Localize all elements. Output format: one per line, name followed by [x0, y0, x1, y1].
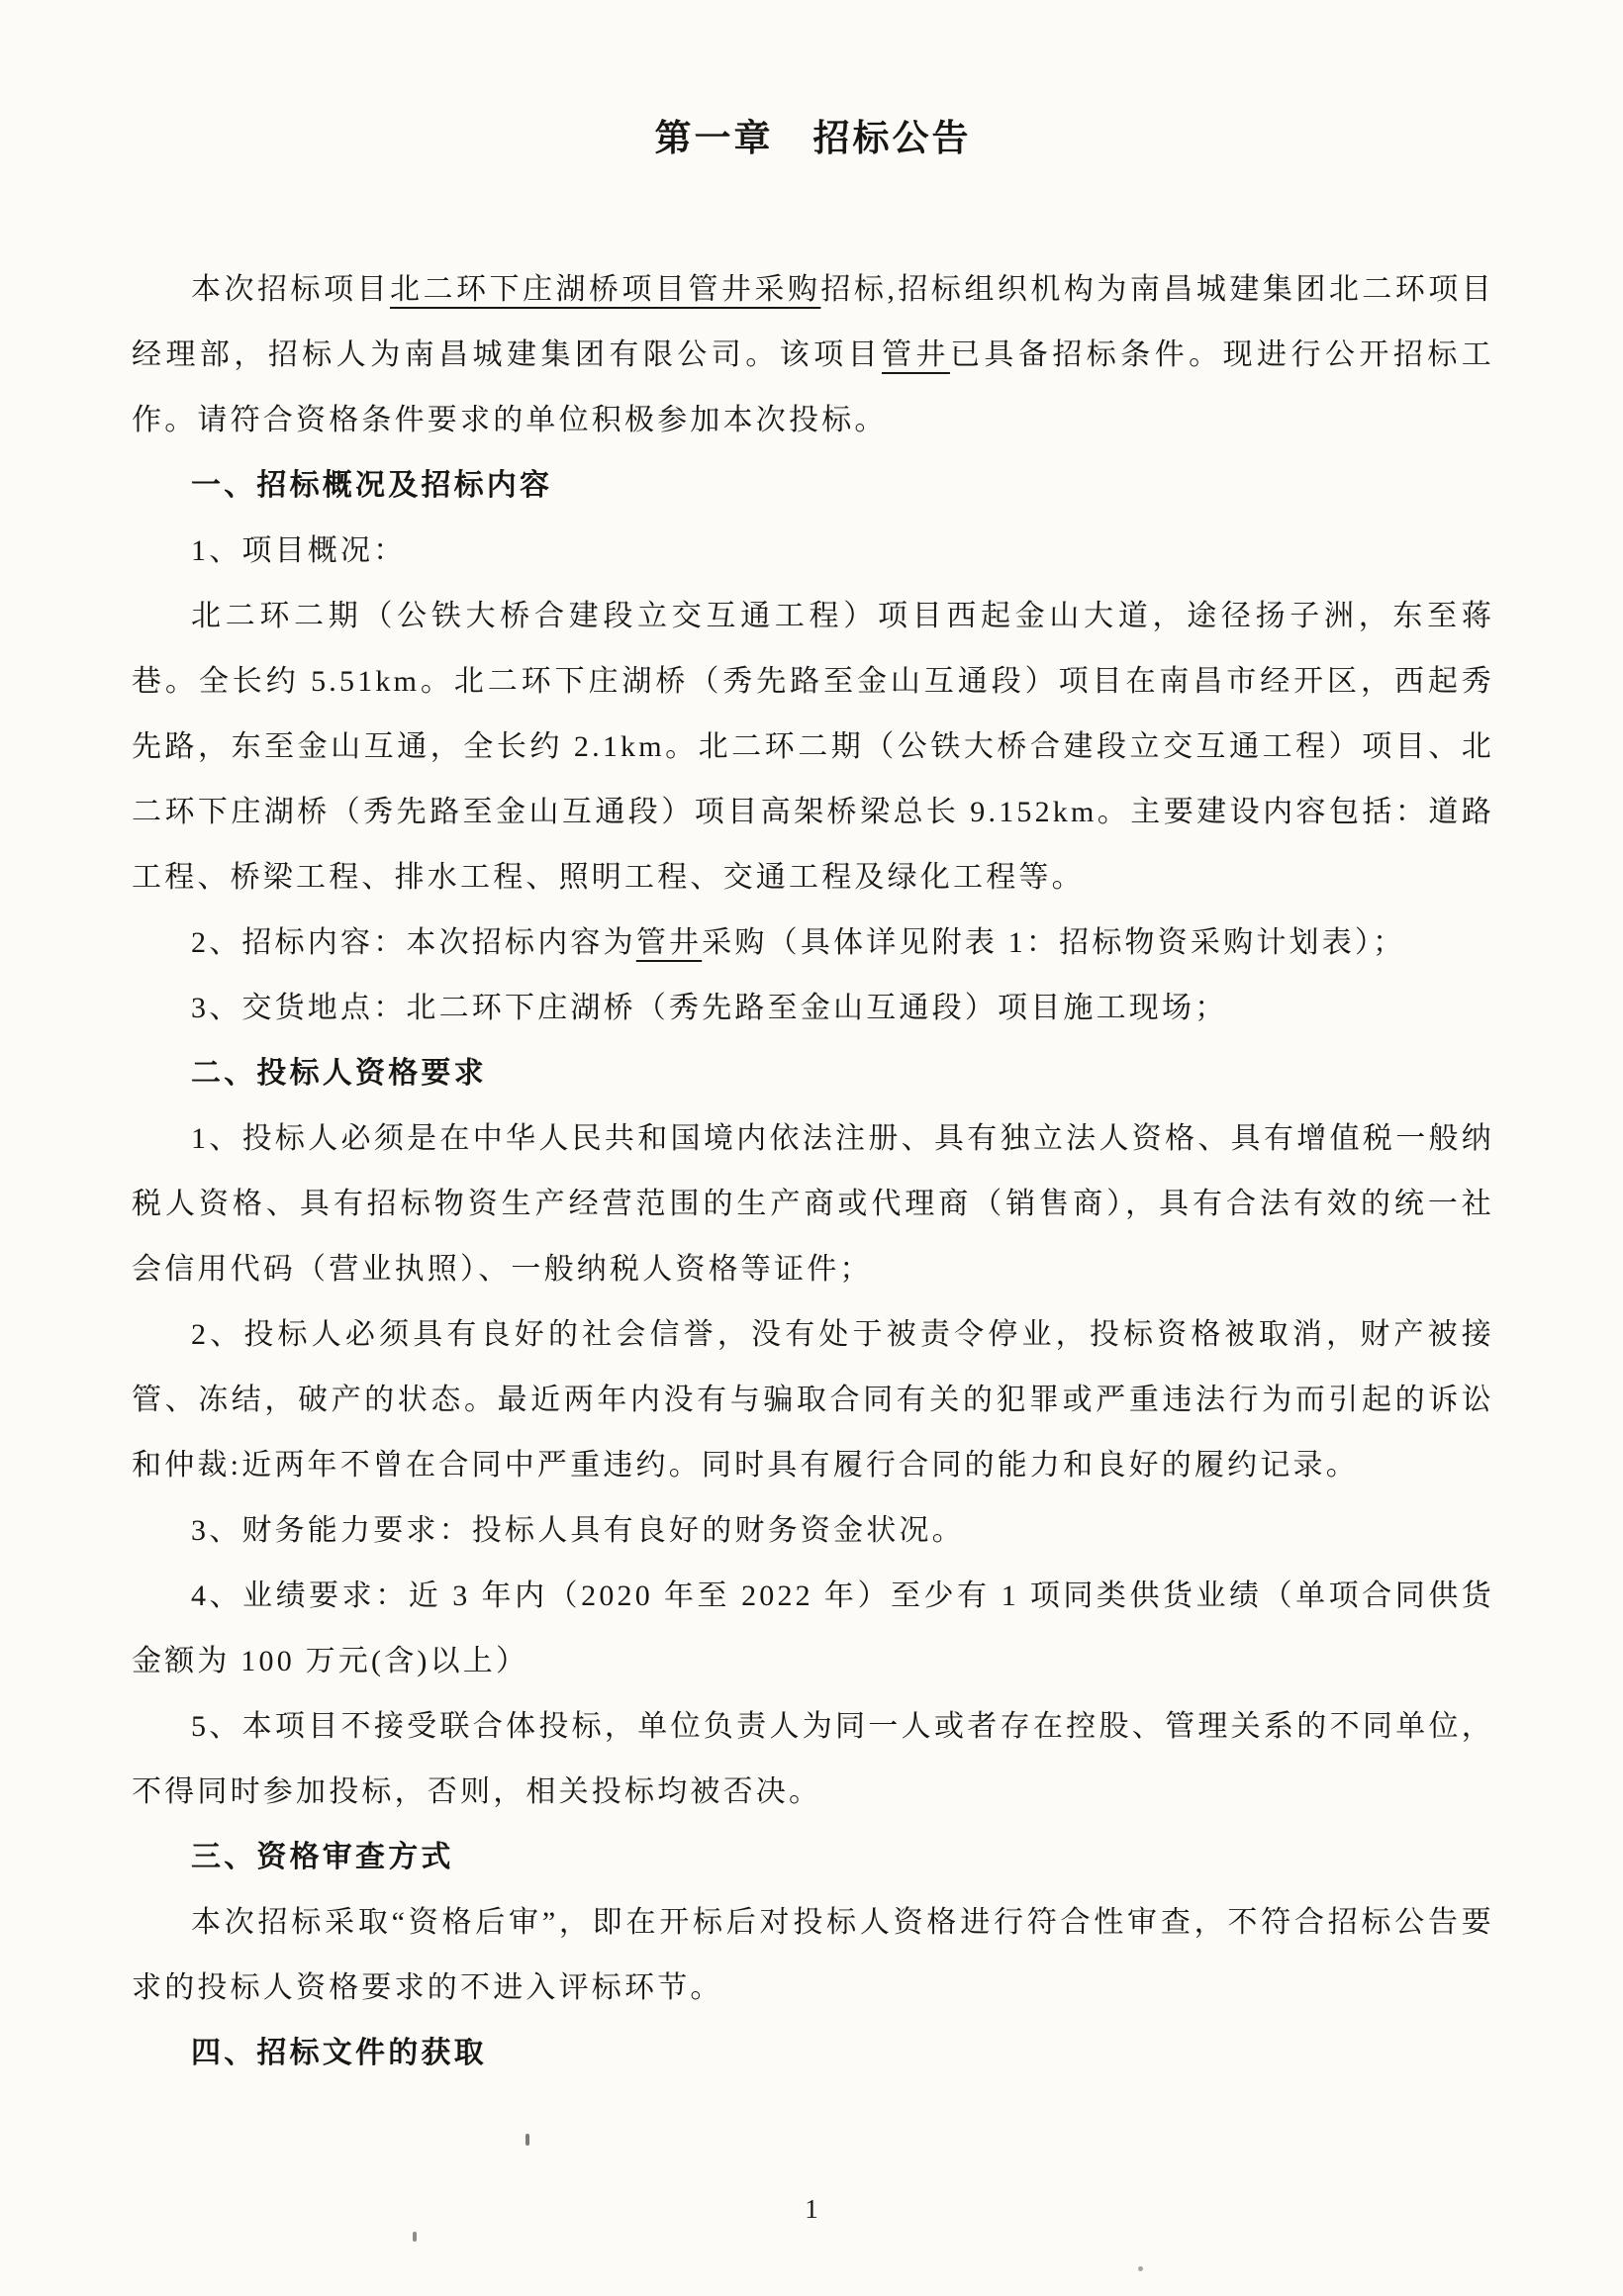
text-segment: 5、本项目不接受联合体投标，单位负责人为同一人或者存在控股、管理关系的不同单位，不得同时参加投标，否则，相关投标均被否决。 [132, 1710, 1494, 1808]
chapter-title: 第一章 招标公告 [654, 119, 972, 159]
document-blocks [132, 257, 1494, 2086]
item-financial-requirement [132, 1498, 1494, 1564]
item-consortium-rule [132, 1694, 1494, 1825]
item-performance-requirement [132, 1564, 1494, 1694]
text-segment: 2、招标内容：本次招标内容为 [191, 926, 636, 959]
underlined-text: 管井 [882, 338, 950, 371]
text-segment: 1、投标人必须是在中华人民共和国境内依法注册、具有独立法人资格、具有增值税一般纳税人资格、具有招标物资生产经营范围的生产商或代理商（销售商），具有合法有效的统一社会信用代码（营业执照）、一般纳税人资格等证件； [132, 1122, 1494, 1286]
text-segment: 2、投标人必须具有良好的社会信誉，没有处于被责令停业，投标资格被取消，财产被接管、冻结，破产的状态。最近两年内没有与骗取合同有关的犯罪或严重违法行为而引起的诉讼和仲裁:近两年不曾在合同中严重违约。同时具有履行合同的能力和良好的履约记录。 [132, 1318, 1494, 1482]
section-heading-4 [132, 2021, 1494, 2086]
document-content [132, 105, 1494, 2086]
item-project-overview-label [132, 519, 1494, 584]
text-segment: 北二环二期（公铁大桥合建段立交互通工程）项目西起金山大道，途径扬子洲，东至蒋巷。全长约 5.51km。北二环下庄湖桥（秀先路至金山互通段）项目在南昌市经开区，西起秀先路，东至金山互通，全长约 2.1km。北二环二期（公铁大桥合建段立交互通工程）项目、北二环下庄湖桥（秀先路至金山互通段）项目高架桥梁总长 9.152km。主要建设内容包括：道路工程、桥梁工程、排水工程、照明工程、交通工程及绿化工程等。 [132, 600, 1494, 894]
text-segment: 二、投标人资格要求 [191, 1057, 487, 1090]
underlined-text: 管井 [635, 926, 703, 959]
text-segment: 1、项目概况： [191, 534, 407, 567]
section-heading-1 [132, 453, 1494, 519]
section-heading-3 [132, 1825, 1494, 1890]
text-segment: 本次招标采取“资格后审”，即在开标后对投标人资格进行符合性审查，不符合招标公告要求的投标人资格要求的不进入评标环节。 [132, 1906, 1494, 2004]
text-segment: 本次招标项目 [191, 273, 390, 306]
scan-speck [1138, 2266, 1143, 2271]
text-segment: 四、招标文件的获取 [191, 2037, 487, 2069]
page-number: 1 [805, 2194, 818, 2224]
qualification-paragraph-1 [132, 1106, 1494, 1302]
qualification-paragraph-2 [132, 1302, 1494, 1498]
intro-paragraph [132, 257, 1494, 453]
scan-speck [525, 2134, 529, 2146]
qualification-review-paragraph [132, 1890, 1494, 2021]
item-bid-content [132, 910, 1494, 976]
scan-speck [413, 2232, 417, 2242]
project-overview-paragraph [132, 584, 1494, 910]
text-segment: 三、资格审查方式 [191, 1841, 454, 1873]
text-segment: 3、交货地点：北二环下庄湖桥（秀先路至金山互通段）项目施工现场； [191, 992, 1228, 1024]
text-segment: 4、业绩要求：近 3 年内（2020 年至 2022 年）至少有 1 项同类供货业绩（单项合同供货金额为 100 万元(含)以上） [132, 1579, 1494, 1677]
text-segment: 3、财务能力要求：投标人具有良好的财务资金状况。 [191, 1514, 965, 1547]
text-segment: 已具备招标条件。现进行公开招标工作。请符合资格条件要求的单位积极参加本次投标。 [132, 338, 1494, 436]
item-delivery-place [132, 976, 1494, 1041]
section-heading-2 [132, 1041, 1494, 1106]
text-segment: 招标,招标组织机构为南昌城建集团北二环项目经理部，招标人为南昌城建集团有限公司。该项目 [132, 273, 1494, 371]
underlined-text: 北二环下庄湖桥项目管井采购 [389, 273, 821, 306]
text-segment: 采购（具体详见附表 1：招标物资采购计划表）； [702, 926, 1406, 959]
text-segment: 一、招标概况及招标内容 [191, 469, 553, 502]
